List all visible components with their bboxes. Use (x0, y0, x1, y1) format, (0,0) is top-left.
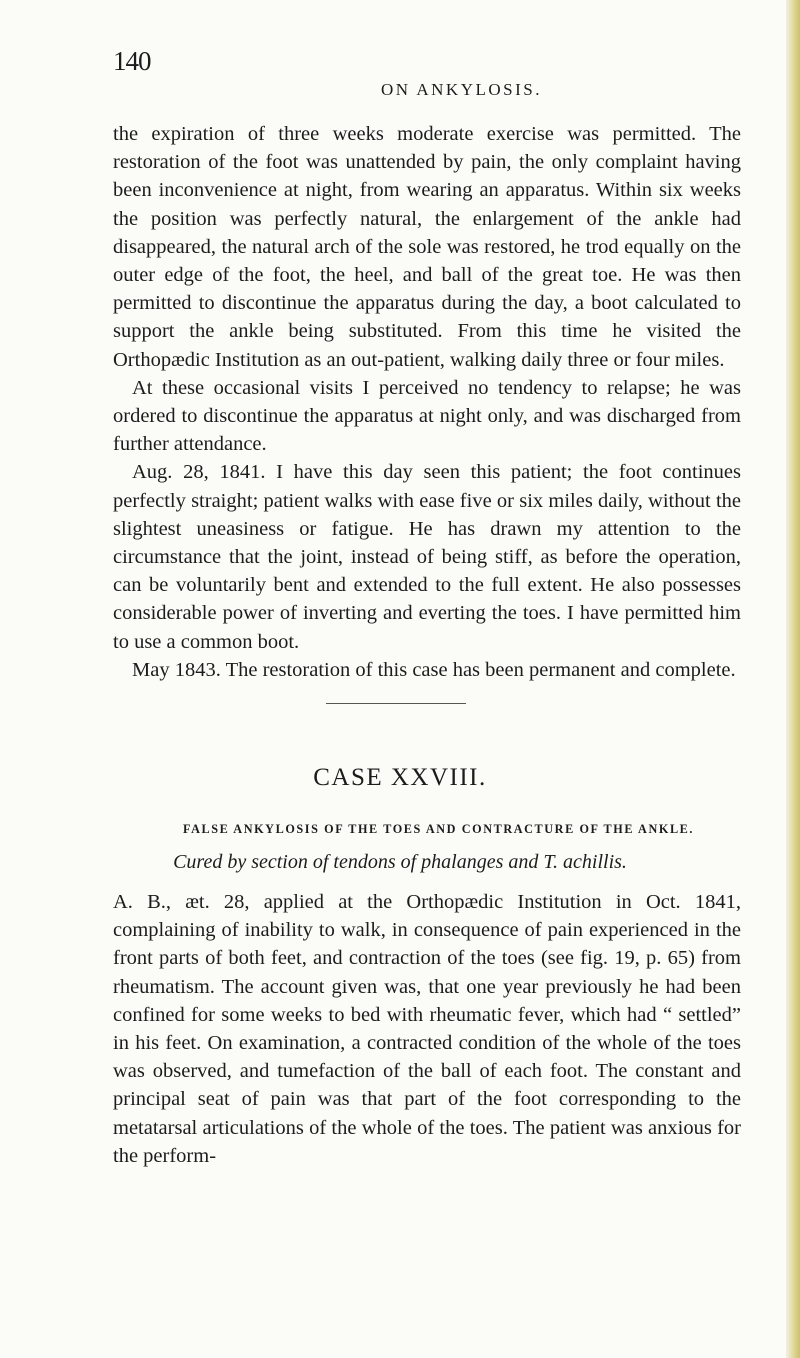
paragraph-continuation: the expiration of three weeks moderate exercise was permitted. The restoration of the foot was unattended by pain, the only complaint having been inconvenience at night, from wearing an apparatus. Within six weeks the position was perfectly natural, the enlargement of the ankle had disappeared, the natural arch of the sole was restored, he trod equally on the outer edge of the foot, the heel, and ball of the great toe. He was then permitted to discontinue the apparatus during the day, a boot calculated to support the ankle being substituted. From this time he visited the Orthopædic Institution as an out-patient, walking daily three or four miles. (113, 123, 741, 371)
page-edge-shadow (786, 0, 800, 1358)
paragraph-case-description: A. B., æt. 28, applied at the Orthopædic Institution in Oct. 1841, complaining of inability to walk, in consequence of pain experienced in the front parts of both feet, and contraction of the toes (see fig. 19, p. 65) from rheumatism. The account given was, that one year previously he had been confined for some weeks to bed with rheumatic fever, which had “ settled” in his feet. On examination, a contracted condition of the whole of the toes was observed, and tumefaction of the ball of each foot. The constant and principal seat of pain was that part of the foot corresponding to the metatarsal articulations of the whole of the toes. The patient was anxious for the perform- (113, 891, 741, 1167)
paragraph-aug-1841: Aug. 28, 1841. I have this day seen this patient; the foot continues perfectly straight; patient walks with ease five or six miles daily, without the slightest uneasiness or fatigue. He has drawn my attention to the circumstance that the joint, instead of being stiff, as before the operation, can be voluntarily bent and extended to the full extent. He also possesses considerable power of inverting and everting the toes. I have permitted him to use a common boot. (113, 461, 741, 653)
body-text-top (113, 120, 741, 684)
body-text-case (113, 888, 741, 1170)
case-subheading: FALSE ANKYLOSIS OF THE TOES AND CONTRACTURE OF THE ANKLE. (182, 822, 695, 836)
case-heading: CASE XXVIII. (313, 764, 487, 791)
paragraph-may-1843: May 1843. The restoration of this case has been permanent and complete. (132, 658, 736, 681)
running-head: ON ANKYLOSIS. (381, 80, 542, 99)
case-cure-line: Cured by section of tendons of phalanges and T. achillis. (173, 851, 627, 873)
page-number: 140 (113, 46, 151, 76)
paragraph-relapse: At these occasional visits I perceived no tendency to relapse; he was ordered to discontinue the apparatus at night only, and was discharged from further attendance. (113, 376, 741, 456)
section-divider (326, 703, 466, 704)
